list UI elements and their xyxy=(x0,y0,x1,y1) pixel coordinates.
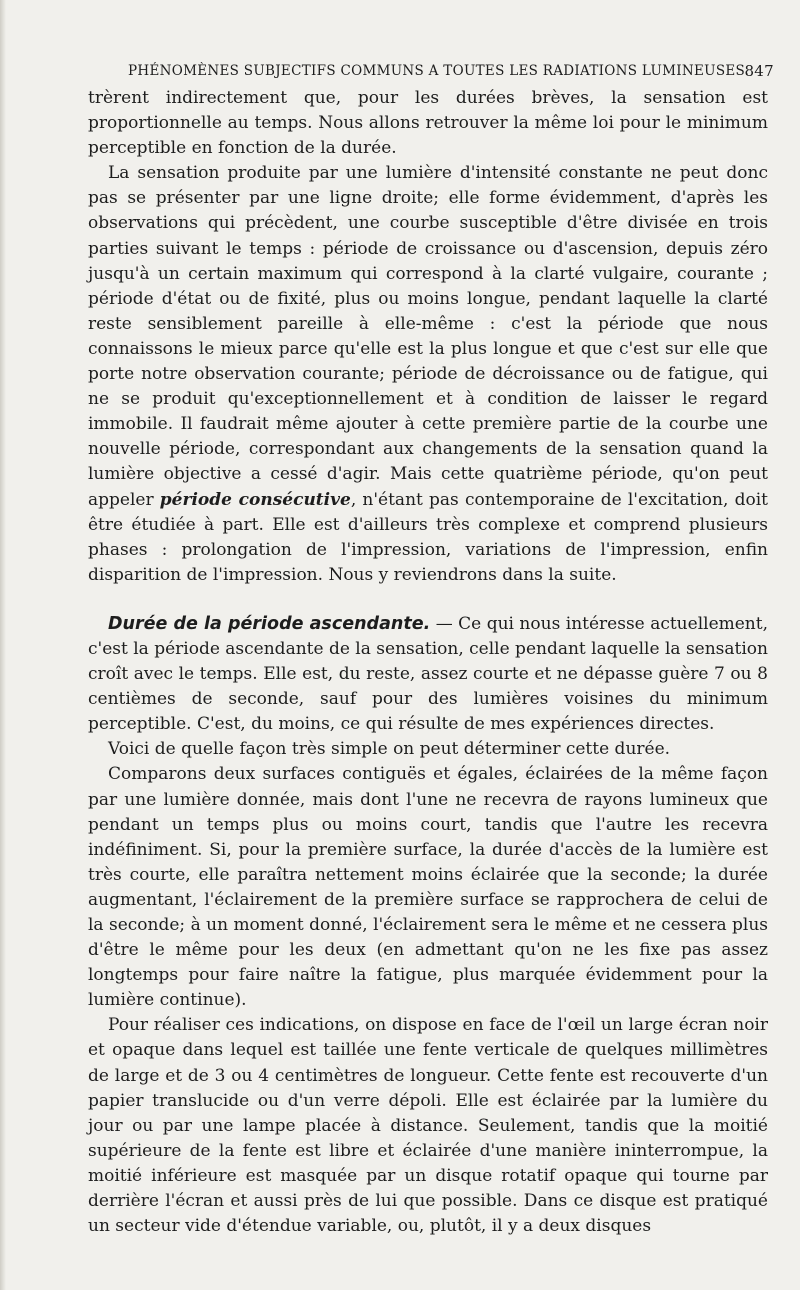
page-edge-shadow xyxy=(0,0,6,1290)
body-text xyxy=(88,86,768,1239)
paragraph-comparison: Comparons deux surfaces contiguës et égales, éclairées de la même façon par une lumière donnée, mais dont l'une ne recevra de rayons lumineux que pendant un temps plus ou moins court, tandis que l'autre les recevra indéfiniment. Si, pour la première surface, la durée d'accès de la lumière est très courte, elle paraîtra nettement moins éclairée que la seconde; la durée augmentant, l'éclairement de la première surface se rapprochera de celui de la seconde; à un moment donné, l'éclairement sera le même et ne cessera plus d'être le même pour les deux (en admettant qu'on ne les fixe pas assez longtemps pour faire naître la fatigue, plus marquée évidemment pour la lumière continue). xyxy=(88,764,768,1011)
running-head-title: PHÉNOMÈNES SUBJECTIFS COMMUNS A TOUTES LES RADIATIONS LUMINEUSES. xyxy=(128,63,750,79)
paragraph-sensation-curve-text-after: , n'étant pas contemporaine de l'excitation, doit être étudiée à part. Elle est d'ailleurs très complexe et comprend plusieurs phases : prolongation de l'impression, variations de l'impression, enfin disparition de l'impression. Nous y reviendrons dans la suite. xyxy=(88,489,768,585)
paragraph-continuation: trèrent indirectement que, pour les durées brèves, la sensation est proportionnelle au temps. Nous allons retrouver la même loi pour le minimum perceptible en fonction de la durée. xyxy=(88,88,768,159)
section-duree-periode-ascendante xyxy=(88,612,768,737)
paragraph-sensation-curve-text-before: La sensation produite par une lumière d'intensité constante ne peut donc pas se présenter par une ligne droite; elle forme évidemment, d'après les observations qui précèdent, une courbe susceptible d'être divisée en trois parties suivant le temps : période de croissance ou d'ascension, depuis zéro jusqu'à un certain maximum qui correspond à la clarté vulgaire, courante ; période d'état ou de fixité, plus ou moins longue, pendant laquelle la clarté reste sensiblement pareille à elle-même : c'est la période que nous connaissons le mieux parce qu'elle est la plus longue et que c'est sur elle que porte notre observation courante; période de décroissance ou de fatigue, qui ne se produit qu'exceptionnellement et à condition de laisser le regard immobile. Il faudrait même ajouter à cette première partie de la courbe une nouvelle période, correspondant aux changements de la sensation quand la lumière objective a cessé d'agir. Mais cette quatrième période, qu'on peut appeler xyxy=(88,163,768,510)
section-text: — Ce qui nous intéresse actuellement, c'est la période ascendante de la sensation, celle pendant laquelle la sensation croît avec le temps. Elle est, du reste, assez courte et ne dépasse guère 7 ou 8 centièmes de seconde, sauf pour des lumières voisines du minimum perceptible. C'est, du moins, ce qui résulte de mes expériences directes. xyxy=(88,613,768,735)
paragraph-sensation-curve xyxy=(88,161,768,588)
running-head xyxy=(88,60,774,82)
term-periode-consecutive: période consécutive xyxy=(159,489,351,510)
paragraph-method-intro: Voici de quelle façon très simple on peut déterminer cette durée. xyxy=(108,739,671,760)
paragraph-apparatus: Pour réaliser ces indications, on dispose en face de l'œil un large écran noir et opaque dans lequel est taillée une fente verticale de quelques millimètres de large et de 3 ou 4 centimètres de longueur. Cette fente est recouverte d'un papier translucide ou d'un verre dépoli. Elle est éclairée par la lumière du jour ou par une lampe placée à distance. Seulement, tandis que la moitié supérieure de la fente est libre et éclairée d'une manière ininterrompue, la moitié inférieure est masquée par un disque rotatif opaque qui tourne par derrière l'écran et aussi près de lui que possible. Dans ce disque est pratiqué un secteur vide d'étendue variable, ou, plutôt, il y a deux disques xyxy=(88,1015,768,1237)
section-title: Durée de la période ascendante. xyxy=(108,613,431,634)
page-number: 847 xyxy=(744,62,774,80)
